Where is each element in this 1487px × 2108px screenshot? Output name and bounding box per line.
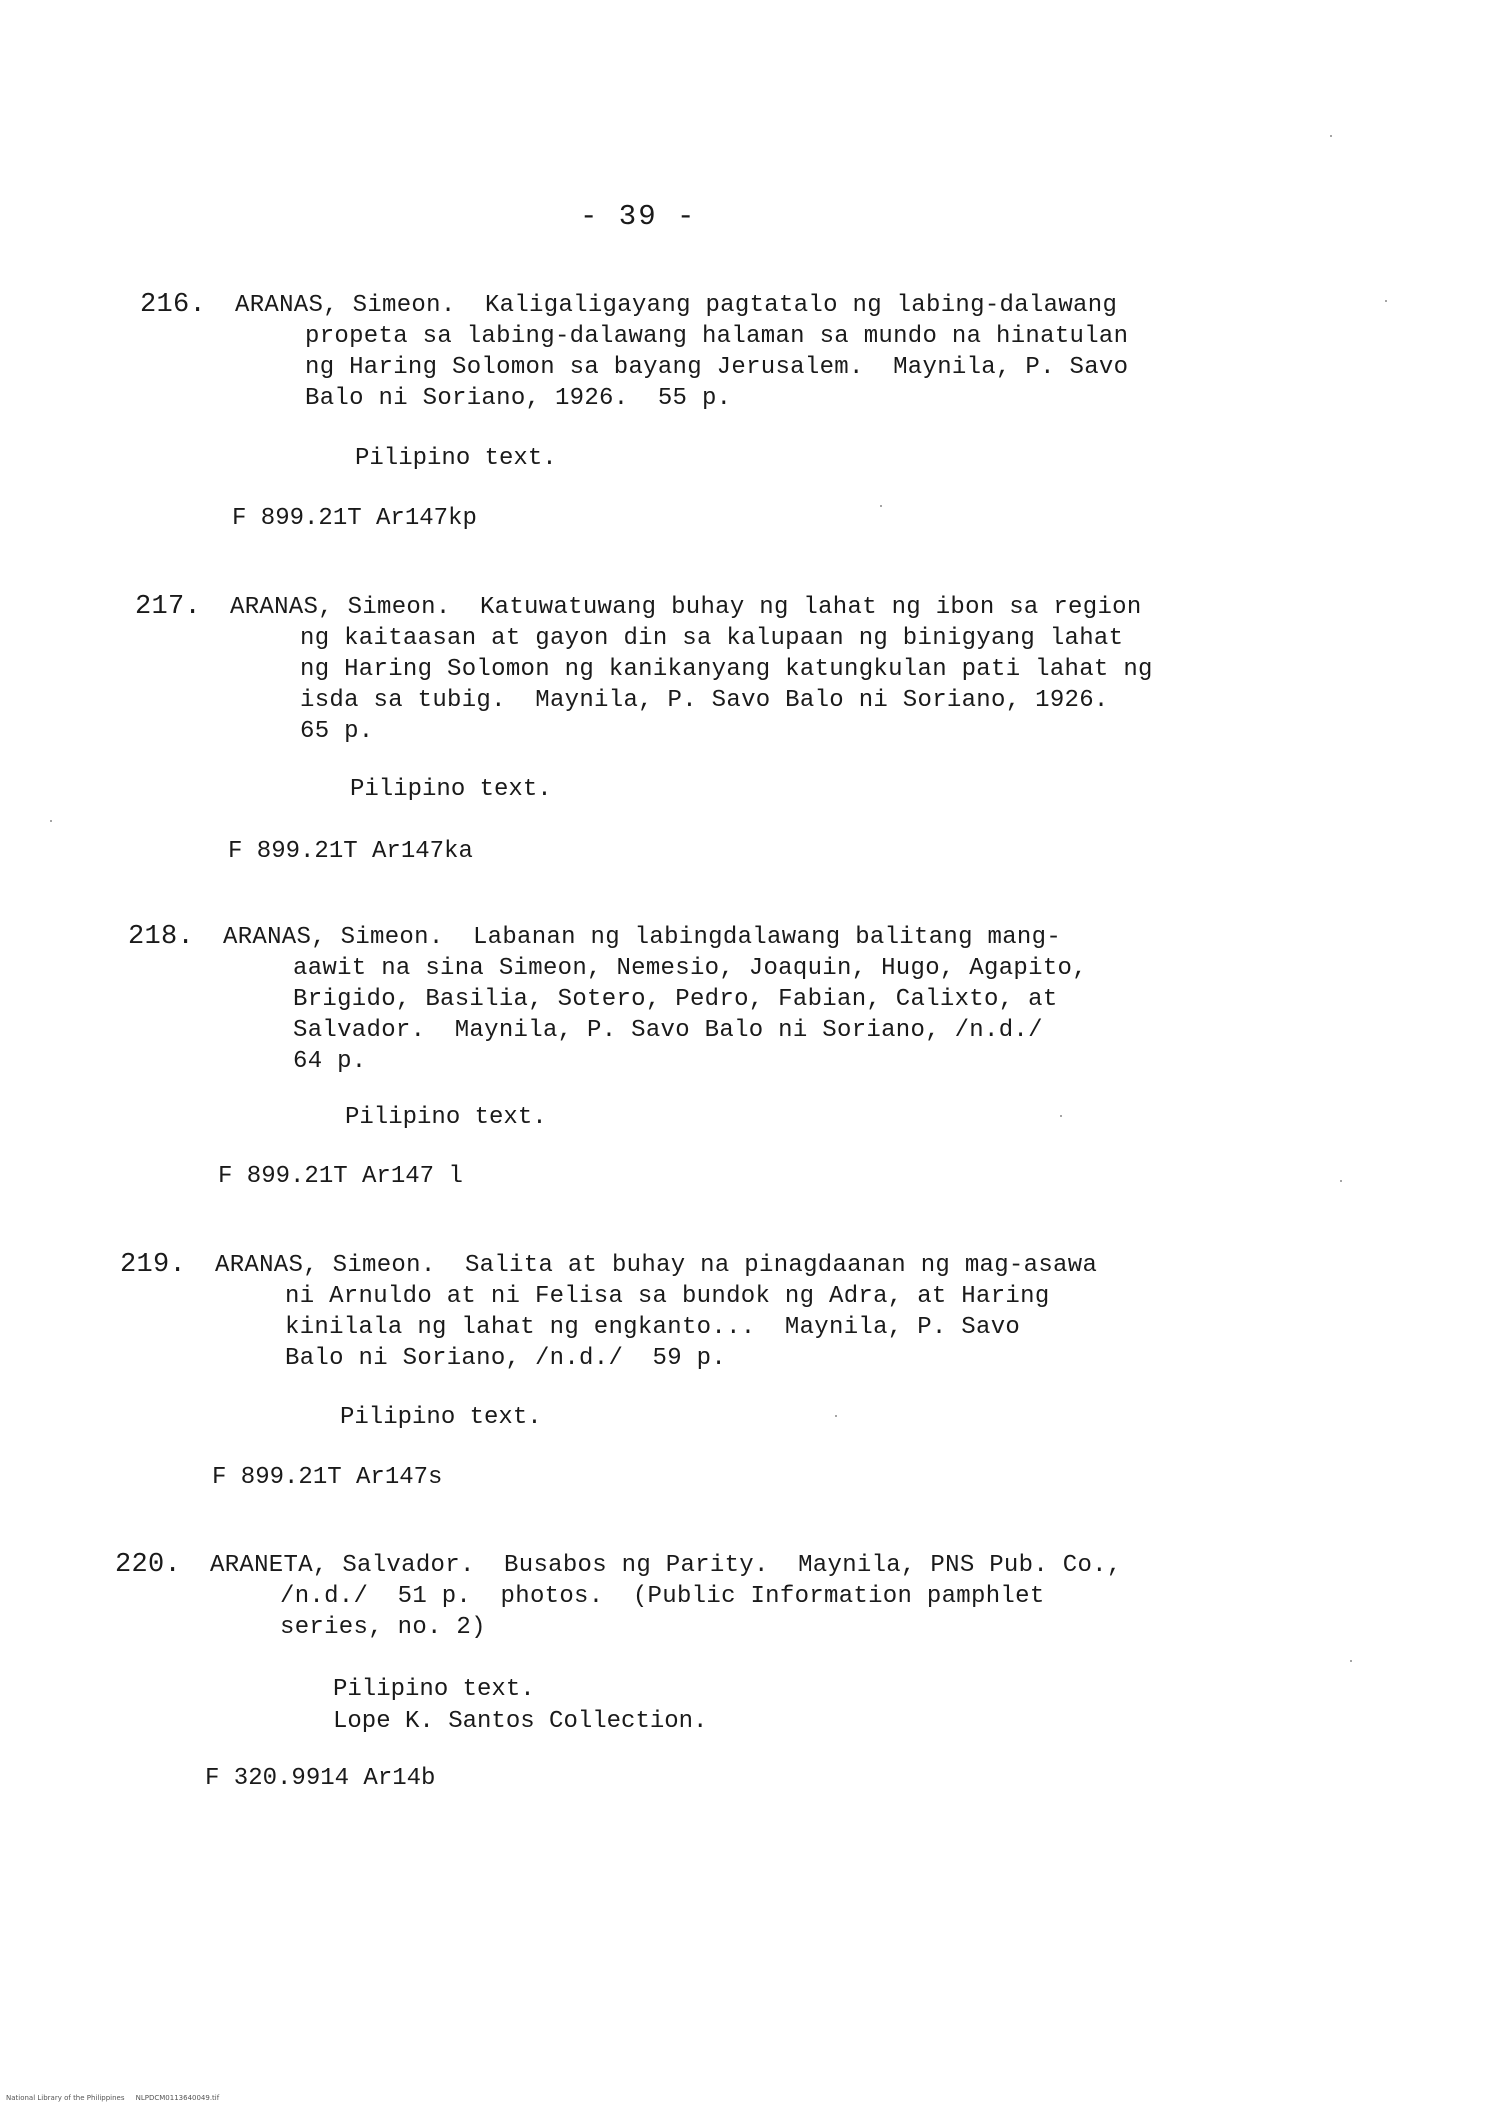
scan-speck (1385, 300, 1387, 302)
scan-speck (880, 505, 882, 507)
scan-speck (835, 1415, 837, 1417)
call-number: F 320.9914 Ar14b (205, 1765, 436, 1792)
citation-line: isda sa tubig. Maynila, P. Savo Balo ni Soriano, 1926. (300, 687, 1109, 714)
entry-number: 216. (140, 290, 207, 320)
scan-footer: National Library of the Philippines NLPDCM0113640049.tif (6, 2094, 220, 2102)
page-number: - 39 - (580, 200, 697, 233)
entry-note: Lope K. Santos Collection. (333, 1708, 708, 1735)
citation-line: Balo ni Soriano, /n.d./ 59 p. (285, 1345, 727, 1372)
call-number: F 899.21T Ar147kp (232, 505, 477, 532)
citation-line: ARANAS, Simeon. Salita at buhay na pinagdaanan ng mag-asawa (215, 1252, 1098, 1279)
entry-number: 220. (115, 1550, 182, 1580)
citation-line: ng Haring Solomon sa bayang Jerusalem. Maynila, P. Savo (305, 354, 1129, 381)
citation-line: Balo ni Soriano, 1926. 55 p. (305, 385, 732, 412)
citation-line: ng kaitaasan at gayon din sa kalupaan ng binigyang lahat (300, 625, 1124, 652)
citation-line: aawit na sina Simeon, Nemesio, Joaquin, Hugo, Agapito, (293, 955, 1087, 982)
scan-speck (50, 820, 52, 822)
entry-number: 218. (128, 922, 195, 952)
scan-speck (1330, 135, 1332, 137)
entry-note: Pilipino text. (333, 1676, 535, 1703)
citation-line: ARANETA, Salvador. Busabos ng Parity. Maynila, PNS Pub. Co., (210, 1552, 1122, 1579)
entry-note: Pilipino text. (345, 1104, 547, 1131)
entry-note: Pilipino text. (350, 776, 552, 803)
call-number: F 899.21T Ar147ka (228, 838, 473, 865)
entry-citation (230, 592, 1153, 747)
scan-speck (1350, 1660, 1352, 1662)
entry-number: 217. (135, 592, 202, 622)
citation-line: 65 p. (300, 718, 374, 745)
entry-citation (215, 1250, 1098, 1374)
scan-speck (1060, 1115, 1062, 1117)
citation-line: ng Haring Solomon ng kanikanyang katungkulan pati lahat ng (300, 656, 1153, 683)
citation-line: series, no. 2) (280, 1614, 486, 1641)
citation-line: kinilala ng lahat ng engkanto... Maynila, P. Savo (285, 1314, 1021, 1341)
entry-citation (210, 1550, 1122, 1643)
citation-line: ARANAS, Simeon. Labanan ng labingdalawang balitang mang- (223, 924, 1062, 951)
entry-citation (235, 290, 1129, 414)
call-number: F 899.21T Ar147s (212, 1464, 443, 1491)
citation-line: /n.d./ 51 p. photos. (Public Information pamphlet (280, 1583, 1045, 1610)
citation-line: propeta sa labing-dalawang halaman sa mundo na hinatulan (305, 323, 1129, 350)
scan-speck (1340, 1180, 1342, 1182)
citation-line: Brigido, Basilia, Sotero, Pedro, Fabian, Calixto, at (293, 986, 1058, 1013)
citation-line: Salvador. Maynila, P. Savo Balo ni Soriano, /n.d./ (293, 1017, 1043, 1044)
citation-line: ARANAS, Simeon. Katuwatuwang buhay ng lahat ng ibon sa region (230, 594, 1142, 621)
citation-line: ARANAS, Simeon. Kaligaligayang pagtatalo ng labing-dalawang (235, 292, 1118, 319)
entry-citation (223, 922, 1087, 1077)
citation-line: 64 p. (293, 1048, 367, 1075)
entry-number: 219. (120, 1250, 187, 1280)
citation-line: ni Arnuldo at ni Felisa sa bundok ng Adra, at Haring (285, 1283, 1050, 1310)
call-number: F 899.21T Ar147 l (218, 1163, 463, 1190)
entry-note: Pilipino text. (355, 445, 557, 472)
entry-note: Pilipino text. (340, 1404, 542, 1431)
